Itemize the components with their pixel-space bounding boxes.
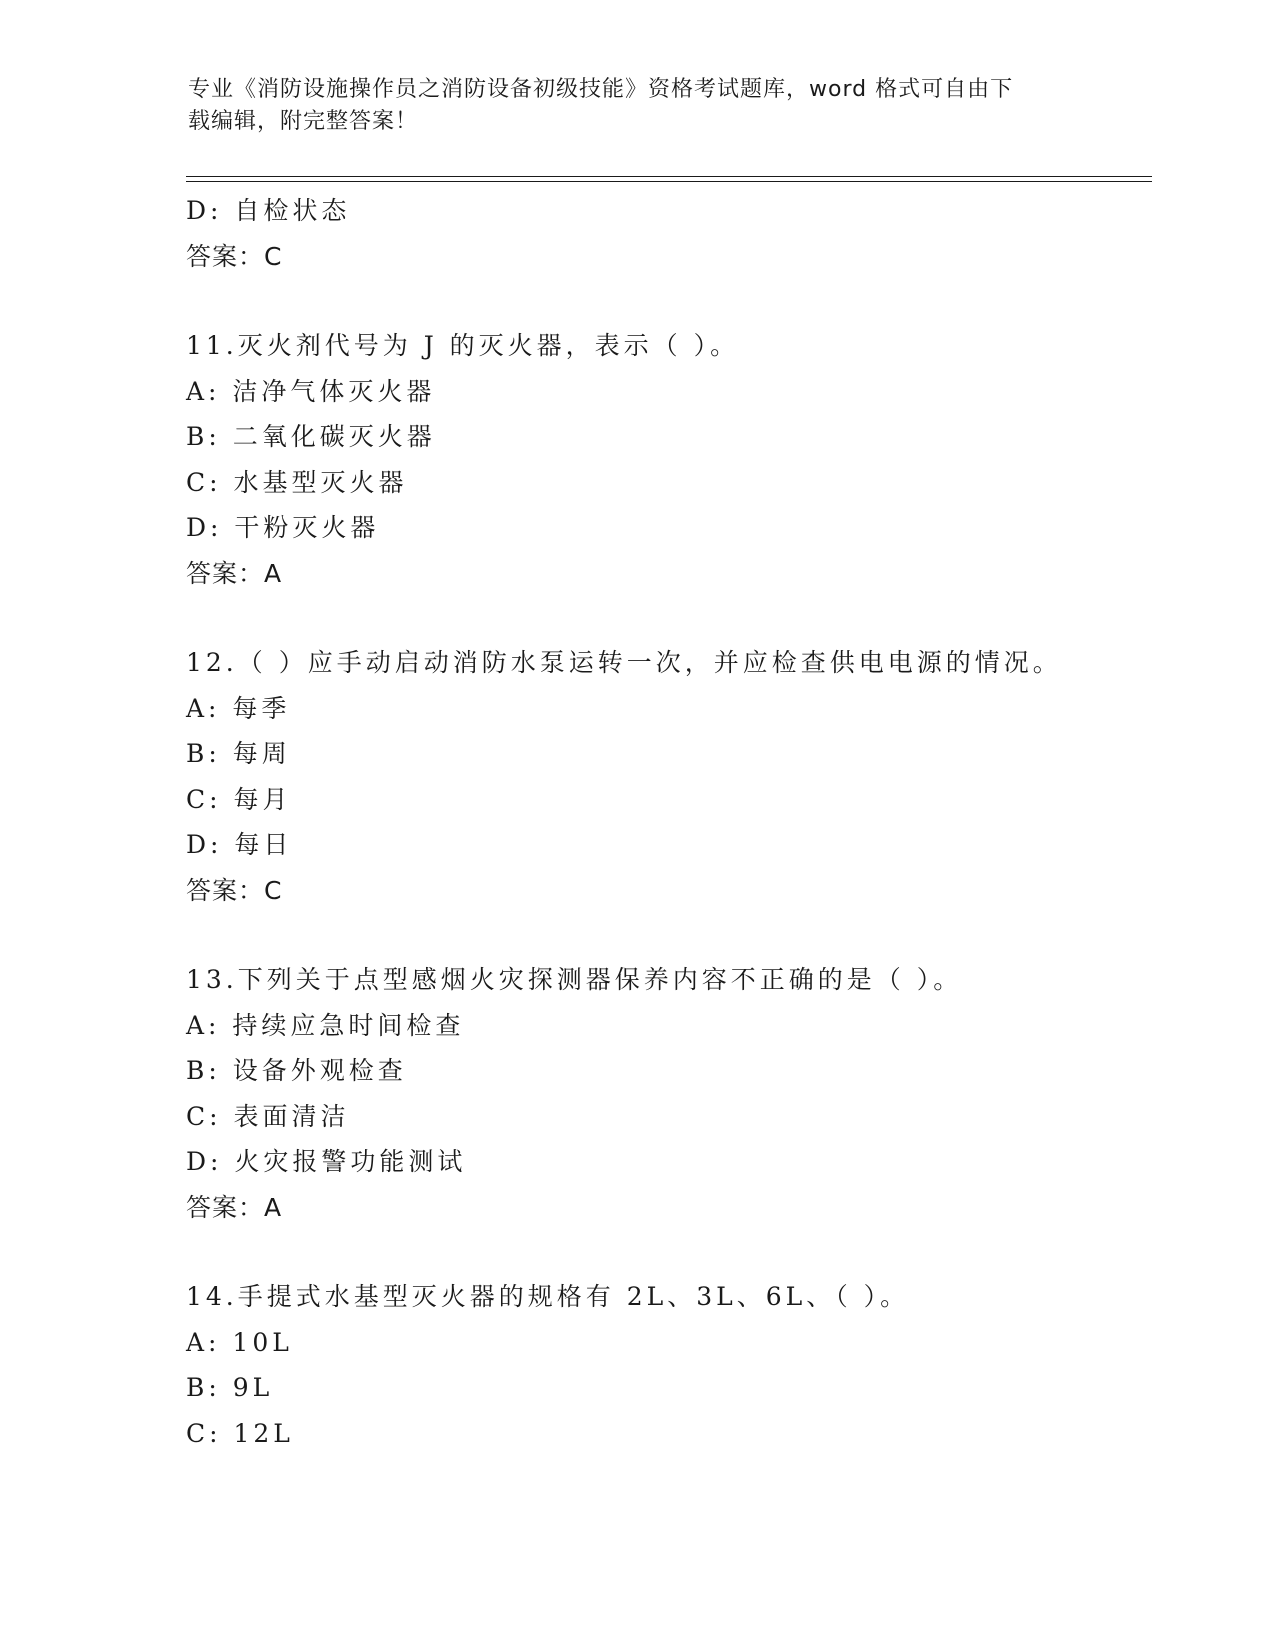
spacer <box>186 913 1152 957</box>
header-line-2: 载编辑，附完整答案！ <box>188 109 419 134</box>
question-11 <box>186 323 1152 596</box>
option-c: C: 水基型灭火器 <box>186 467 408 497</box>
answer: 答案：A <box>186 1192 283 1222</box>
header-divider-top <box>186 176 1152 177</box>
document-header <box>188 74 1068 138</box>
question-stem: 14.手提式水基型灭火器的规格有 2L、3L、6L、（ ）。 <box>186 1282 910 1311</box>
option-a: A: 每季 <box>186 693 291 723</box>
option-a: A: 持续应急时间检查 <box>186 1010 465 1040</box>
option-d: D: 火灾报警功能测试 <box>186 1147 467 1176</box>
option-a: A: 10L <box>186 1327 293 1357</box>
answer: 答案：C <box>186 875 283 905</box>
question-stem: 12.（ ）应手动启动消防水泵运转一次，并应检查供电电源的情况。 <box>186 648 1062 677</box>
option-a: A: 洁净气体灭火器 <box>186 376 436 406</box>
option-b: B: 每周 <box>186 739 291 768</box>
question-content <box>186 188 1152 1456</box>
option-b: B: 二氧化碳灭火器 <box>186 422 436 451</box>
header-line-1: 专业《消防设施操作员之消防设备初级技能》资格考试题库，word 格式可自由下 <box>188 77 1014 102</box>
question-14 <box>186 1274 1152 1456</box>
question-13 <box>186 957 1152 1230</box>
question-12 <box>186 640 1152 913</box>
spacer <box>186 1230 1152 1274</box>
answer: 答案：A <box>186 558 283 588</box>
header-divider-bottom <box>186 181 1152 182</box>
option-b: B: 设备外观检查 <box>186 1056 407 1085</box>
option-d: D: 干粉灭火器 <box>186 513 380 542</box>
spacer <box>186 596 1152 640</box>
option-c: C: 12L <box>186 1418 294 1448</box>
question-stem: 11.灭火剂代号为 J 的灭火器，表示（ ）。 <box>186 331 740 360</box>
spacer <box>186 279 1152 323</box>
option-c: C: 每月 <box>186 784 292 814</box>
prev-option-d: D: 自检状态 <box>186 196 351 225</box>
option-c: C: 表面清洁 <box>186 1101 350 1131</box>
question-stem: 13.下列关于点型感烟火灾探测器保养内容不正确的是（ ）。 <box>186 965 963 994</box>
option-b: B: 9L <box>186 1373 274 1402</box>
prev-answer: 答案：C <box>186 241 283 271</box>
option-d: D: 每日 <box>186 830 293 859</box>
